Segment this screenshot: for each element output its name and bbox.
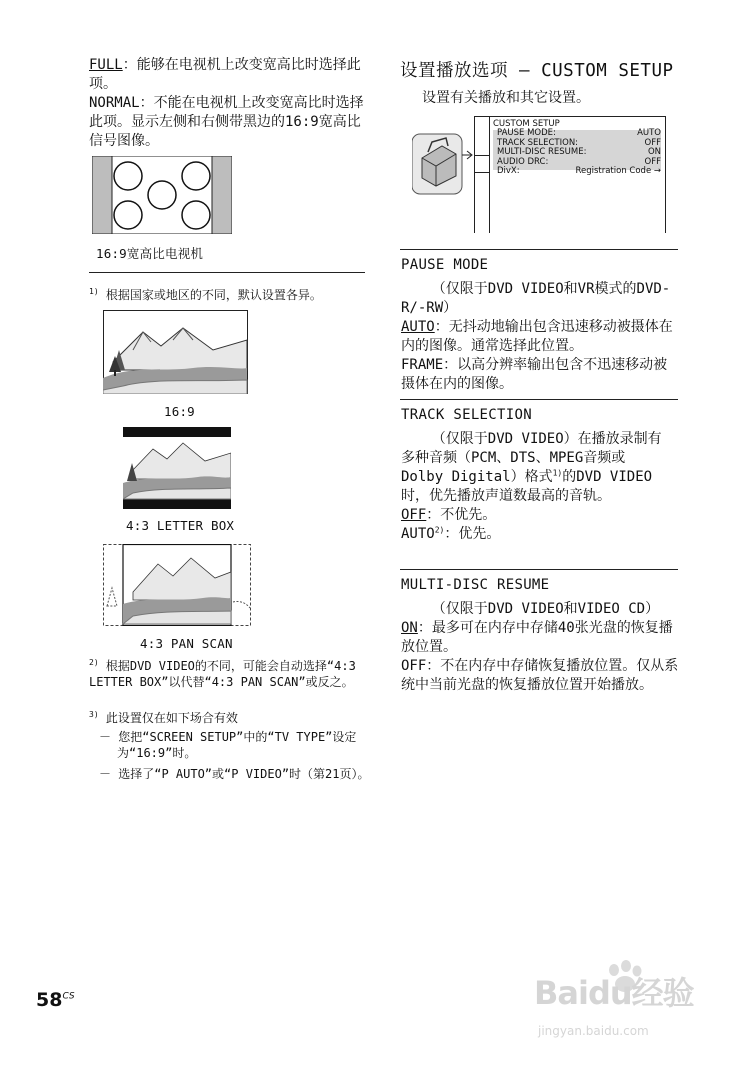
note3-item-1: － 您把“SCREEN SETUP”中的“TV TYPE”设定为“16:9”时。 xyxy=(99,730,357,760)
fig3-caption: 4:3 LETTER BOX xyxy=(126,518,235,533)
note3-item-2: － 选择了“P AUTO”或“P VIDEO”时（第21页）。 xyxy=(99,767,370,781)
note3-marker: 3) xyxy=(89,710,99,719)
menu-icon-slot xyxy=(475,155,489,173)
pause-intro: （仅限于DVD VIDEO和VR模式的DVD-R/-RW） xyxy=(401,281,671,316)
menu-icon-column xyxy=(475,117,490,233)
menu-screen xyxy=(474,116,666,233)
footnote-2 xyxy=(89,658,365,690)
note3-text: 此设置仅在如下场合有效 xyxy=(105,711,238,725)
footnote-1 xyxy=(89,287,369,303)
toolbox-icon xyxy=(412,128,464,198)
pan-scan-figure xyxy=(103,544,251,626)
footnote-3 xyxy=(89,710,365,726)
multi-intro: （仅限于DVD VIDEO和VIDEO CD） xyxy=(431,601,660,617)
pause-auto: AUTO：无抖动地输出包含迅速移动被摄体在内的图像。通常选择此位置。 xyxy=(401,319,673,354)
track-auto: AUTO$^{2)}$：优先。 xyxy=(401,525,501,542)
note1-marker: 1) xyxy=(89,287,99,296)
section-heading: 设置播放选项 — CUSTOM SETUP xyxy=(400,61,674,81)
divider xyxy=(400,399,678,400)
multi-disc-body xyxy=(401,600,681,695)
multi-on: ON：最多可在内存中存储40张光盘的恢复播放位置。 xyxy=(401,620,673,655)
full-label: FULL xyxy=(89,57,123,73)
normal-label: NORMAL xyxy=(89,95,140,111)
menu-row-divx[interactable]: DivX: Registration Code → xyxy=(497,166,661,176)
wide-tv-figure xyxy=(92,156,232,234)
normal-text: ：不能在电视机上改变宽高比时选择此项。显示左侧和右侧带黑边的16:9宽高比信号图像。 xyxy=(89,95,364,149)
fig1-caption: 16:9宽高比电视机 xyxy=(96,246,204,261)
note2-text: 根据DVD VIDEO的不同，可能会自动选择“4:3 LETTER BOX”以代替“4:3 PAN SCAN”或反之。 xyxy=(89,659,356,689)
arrow-icon xyxy=(462,150,474,160)
full-text: ：能够在电视机上改变宽高比时选择此项。 xyxy=(89,57,361,92)
multi-disc-title: MULTI-DISC RESUME xyxy=(401,577,550,593)
note1-text: 根据国家或地区的不同，默认设置各异。 xyxy=(105,288,322,302)
multi-off: OFF：不在内存中存储恢复播放位置。仅从系统中当前光盘的恢复播放位置开始播放。 xyxy=(401,658,679,693)
watermark xyxy=(520,960,720,1040)
menu-row-audio-drc[interactable]: AUDIO DRC: OFF xyxy=(497,156,661,167)
watermark-url: jingyan.baidu.com xyxy=(538,1024,649,1038)
track-off: OFF：不优先。 xyxy=(401,507,497,523)
landscape-16-9-figure xyxy=(103,310,248,394)
menu-row-track[interactable]: TRACK SELECTION: OFF xyxy=(497,137,661,148)
page-number: $58^{CS}$ xyxy=(36,989,75,1011)
divider xyxy=(400,569,678,570)
track-intro: （仅限于DVD VIDEO）在播放录制有多种音频（PCM、DTS、MPEG音频或Dolby Digital）格式$^{1)}$的DVD VIDEO时，优先播放声道数最高的音轨。 xyxy=(401,431,662,504)
track-selection-body xyxy=(401,430,666,544)
fig2-caption: 16:9 xyxy=(164,404,195,419)
pause-frame: FRAME：以高分辨率输出包含不迅速移动被摄体在内的图像。 xyxy=(401,357,668,392)
pause-mode-title: PAUSE MODE xyxy=(401,257,489,273)
note2-marker: 2) xyxy=(89,658,99,667)
pause-mode-body xyxy=(401,280,681,394)
menu-row-pause[interactable]: PAUSE MODE: AUTO xyxy=(497,128,661,138)
fig4-caption: 4:3 PAN SCAN xyxy=(140,636,233,651)
normal-option xyxy=(89,94,364,151)
divider xyxy=(89,272,365,273)
menu-row-multidisc[interactable]: MULTI-DISC RESUME: ON xyxy=(497,147,661,157)
left-column xyxy=(89,56,364,151)
watermark-brand: Baidu经验 xyxy=(534,974,694,1012)
menu-title: CUSTOM SETUP xyxy=(493,119,560,129)
track-selection-title: TRACK SELECTION xyxy=(401,407,532,423)
section-subheading: 设置有关播放和其它设置。 xyxy=(422,90,590,106)
letterbox-figure xyxy=(123,427,231,509)
menu-rows xyxy=(497,129,661,177)
divider xyxy=(400,249,678,250)
full-option xyxy=(89,56,364,94)
